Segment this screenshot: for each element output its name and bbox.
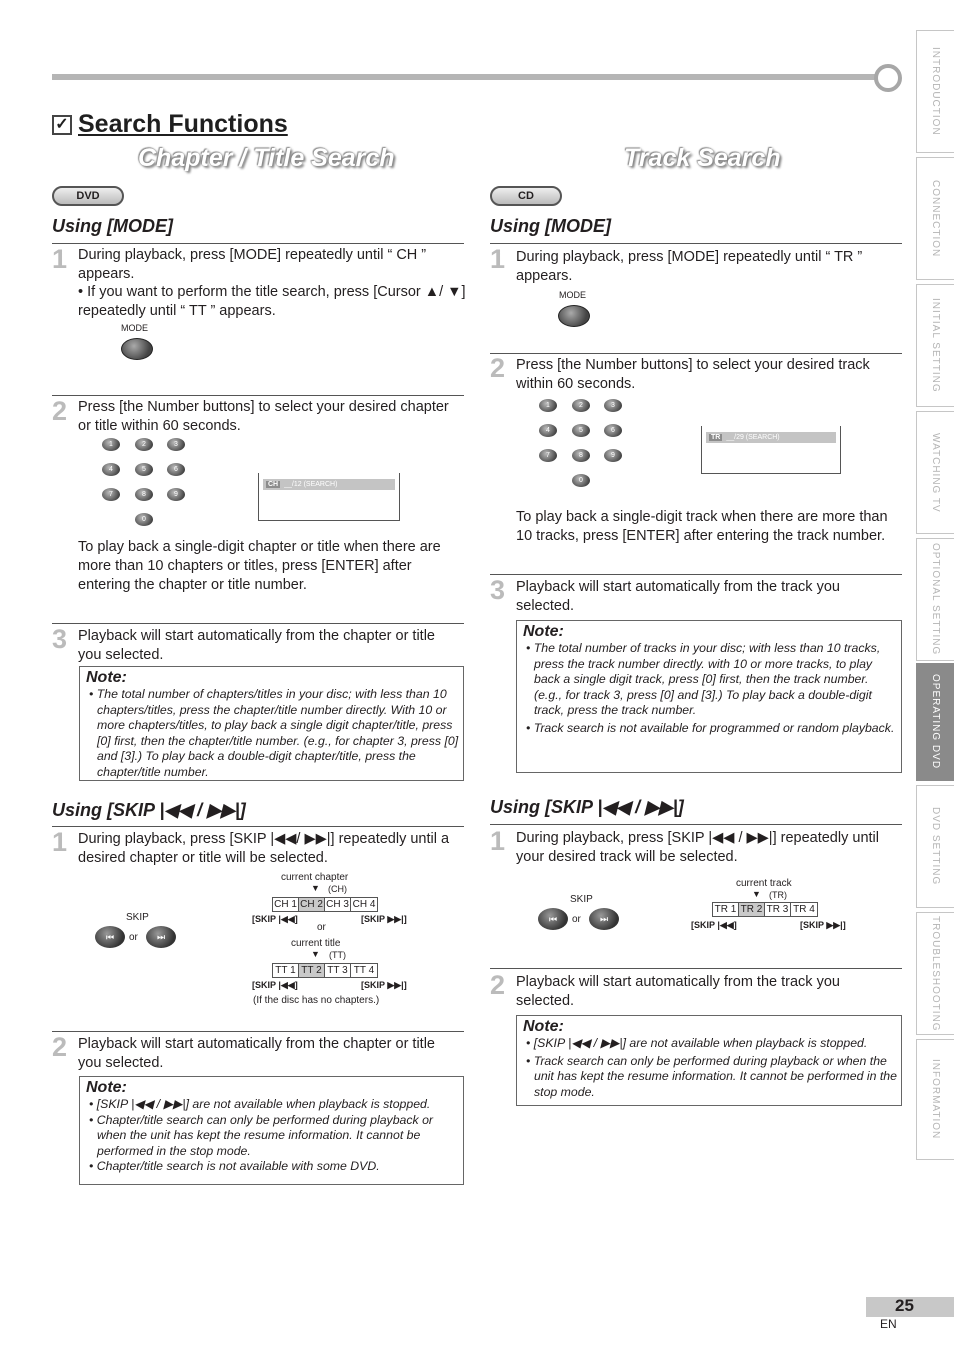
skip-back-label: [SKIP |◀◀] [252,914,298,924]
num-0-icon: 0 [572,474,590,487]
osd-screen [701,426,841,474]
ch-icon: CH [268,481,279,488]
step-number: 1 [52,827,68,857]
skip-forward-icon: ⏭ [589,908,619,930]
tab-troubleshooting[interactable] [916,912,954,1035]
step1-bullet: • If you want to perform the title search, press [Cursor ▲/ ▼] repeatedly until “ TT ” appears. [78,284,466,319]
down-arrow-icon: ▼ [752,889,761,899]
num-3-icon: 3 [167,438,185,451]
tab-label: OPERATING DVD [930,674,941,770]
step-number: 2 [52,396,68,426]
note-item: • Track search can only be performed during playback or when the unit has kept the resume information. It cannot be performed in the stop mode. [526,1053,897,1099]
title-cell-current: TT 2 [299,964,325,977]
num-5-icon: 5 [135,463,153,476]
divider [490,968,902,969]
single-digit-text: To play back a single-digit chapter or title when there are more than 10 chapters or titles, press [ENTER] after entering the chapter or title number. [78,539,441,593]
num-9-icon: 9 [167,488,185,501]
divider [52,1031,464,1032]
title-cell: TT 4 [353,965,375,976]
divider [490,243,902,244]
number-keypad [537,397,637,489]
current-chapter-label: current chapter [281,872,349,883]
step3-text: Playback will start automatically from the chapter or title you selected. [78,628,435,663]
divider [52,623,464,624]
tab-label: CONNECTION [930,179,941,258]
title-sequence [272,963,378,978]
tab-introduction[interactable] [916,30,954,153]
header-bar [52,74,882,80]
page-title-text: Search Functions [78,110,288,138]
step-number: 1 [490,244,506,274]
num-3-icon: 3 [604,399,622,412]
chapter-cell: CH 3 [325,898,351,911]
step-number: 2 [52,1032,68,1062]
step1-text: During playback, press [MODE] repeatedly until “ TR ” appears. [516,249,863,284]
current-track-label: current track [736,878,792,889]
tab-label: DVD SETTING [930,807,941,886]
page-title [52,110,288,139]
num-0-icon: 0 [135,513,153,526]
cd-badge: CD [490,186,562,206]
num-2-icon: 2 [572,399,590,412]
skip-forward-label: [SKIP ▶▶|] [800,920,846,930]
track-cell: TR 3 [765,903,791,916]
title-cell: TT 3 [325,964,351,977]
num-8-icon: 8 [135,488,153,501]
osd-text: __/12 (SEARCH) [284,481,338,488]
no-chapters-text: (If the disc has no chapters.) [253,995,380,1006]
num-4-icon: 4 [102,463,120,476]
track-cell-current: TR 2 [739,903,765,916]
skip-heading: Using [SKIP |◀◀ / ▶▶|] [490,797,684,817]
skip-label: SKIP [126,912,149,923]
checkbox-icon: ✓ [52,115,72,135]
num-7-icon: 7 [102,488,120,501]
dvd-badge: DVD [52,186,124,206]
header-circle [874,64,902,92]
note-item: • [SKIP |◀◀ / ▶▶|] are not available when playback is stopped. [526,1036,868,1050]
track-cell: TR 1 [713,903,739,916]
step-number: 2 [490,353,506,383]
note-box [79,1076,464,1185]
step-number: 3 [52,624,68,654]
num-8-icon: 8 [572,449,590,462]
current-title-label: current title [291,938,341,949]
tab-operating-dvd[interactable] [916,663,954,781]
or-text: or [129,932,138,943]
ch-abbr: (CH) [328,884,347,894]
section-title-track: Track Search [624,144,781,172]
note-item: • Chapter/title search can only be performed during playback or when the unit has kept the resume information. It cannot be performed in the stop mode. [89,1112,434,1158]
osd-search-bar [263,479,395,490]
divider [52,395,464,396]
mode-button-label: MODE [121,323,148,333]
divider [490,353,902,354]
divider [52,243,464,244]
skip-step1-text: During playback, press [SKIP |◀◀/ ▶▶|] repeatedly until a desired chapter or title will be selected. [78,831,450,866]
note-box [79,666,464,781]
skip-back-icon: ⏮ [538,908,568,930]
num-1-icon: 1 [539,399,557,412]
step-number: 1 [52,244,68,274]
skip-forward-icon: ⏭ [146,926,176,948]
chapter-cell: CH 1 [273,898,299,911]
skip-label: SKIP [570,894,593,905]
down-arrow-icon: ▼ [311,883,320,893]
mode-heading: Using [MODE] [490,216,611,236]
chapter-cell-current: CH 2 [299,898,325,911]
divider [52,826,464,827]
mode-button-icon [121,338,153,360]
tr-abbr: (TR) [769,890,787,900]
or-text: or [572,914,581,925]
chapter-cell: CH 4 [352,899,376,910]
step-number: 3 [490,575,506,605]
skip-forward-label: [SKIP ▶▶|] [361,980,407,990]
num-1-icon: 1 [102,438,120,451]
step3-text: Playback will start automatically from the track you selected. [516,579,840,614]
note-title: Note: [523,1018,564,1035]
tab-label: WATCHING TV [930,432,941,513]
tab-label: TROUBLESHOOTING [930,915,941,1032]
num-2-icon: 2 [135,438,153,451]
divider [490,824,902,825]
tab-label: INTRODUCTION [930,47,941,136]
single-digit-text: To play back a single-digit track when there are more than 10 tracks, press [ENTER] after entering the track number. [516,509,888,544]
tab-connection[interactable] [916,157,954,280]
osd-search-bar [706,432,836,443]
tt-abbr: (TT) [329,950,346,960]
chapter-sequence [272,897,378,912]
note-item: • [SKIP |◀◀ / ▶▶|] are not available when playback is stopped. [89,1097,431,1111]
step2-text: Press [the Number buttons] to select your desired track within 60 seconds. [516,357,870,392]
tab-initial-setting[interactable] [916,284,954,407]
skip-back-label: [SKIP |◀◀] [691,920,737,930]
track-sequence [712,902,818,917]
osd-screen [258,473,400,521]
tab-label: INFORMATION [930,1059,941,1140]
note-item: • The total number of chapters/titles in your disc; with less than 10 chapters/titles, press the chapter/title number directly. With 10 or more chapters/titles, to play back a single digit chapter/title, press [0] first, then the chapter/title number. (e.g., for chapter 3, press [0] and [3].) To play back a double-digit chapter/title, press the chapter/title number. [89,687,459,779]
num-4-icon: 4 [539,424,557,437]
num-6-icon: 6 [604,424,622,437]
title-cell: TT 1 [273,964,299,977]
tab-dvd-setting[interactable] [916,785,954,908]
step1-text: During playback, press [MODE] repeatedly until “ CH ” appears. [78,247,427,282]
step-number: 1 [490,826,506,856]
note-item: • The total number of tracks in your disc; with less than 10 tracks, press the track number directly. with 10 or more tracks, to play back a single digit track, press [0] first, then the track number. (e.g., for track 3, press [0] and [3].) To play back a double-digit track, press the track number. [526,641,881,718]
tab-watching-tv[interactable] [916,411,954,534]
track-cell: TR 4 [793,904,815,915]
tr-icon: TR [711,434,721,441]
step2-text: Press [the Number buttons] to select your desired chapter or title within 60 seconds. [78,399,449,434]
number-keypad [100,436,200,528]
tab-label: INITIAL SETTING [930,298,941,393]
note-title: Note: [86,1079,127,1096]
mode-button-icon [558,305,590,327]
down-arrow-icon: ▼ [311,949,320,959]
note-box [516,1015,902,1106]
osd-text: __/29 (SEARCH) [726,434,780,441]
num-9-icon: 9 [604,449,622,462]
tab-optional-setting[interactable] [916,538,954,661]
note-title: Note: [523,623,564,640]
mode-button-label: MODE [559,290,586,300]
skip-back-icon: ⏮ [95,926,125,948]
skip-step2-text: Playback will start automatically from the track you selected. [516,974,840,1009]
num-5-icon: 5 [572,424,590,437]
skip-back-label: [SKIP |◀◀] [252,980,298,990]
page-number: 25 [895,1296,914,1315]
note-box [516,620,902,773]
tab-information[interactable] [916,1039,954,1160]
section-title-chapter: Chapter / Title Search [138,144,395,172]
step-number: 2 [490,970,506,1000]
tab-label: OPTIONAL SETTING [930,543,941,656]
num-7-icon: 7 [539,449,557,462]
mode-heading: Using [MODE] [52,216,173,236]
language-label: EN [880,1317,897,1331]
chapter-tabs [916,30,954,1160]
num-6-icon: 6 [167,463,185,476]
skip-step1-text: During playback, press [SKIP |◀◀ / ▶▶|] repeatedly until your desired track will be selected. [516,830,879,865]
note-title: Note: [86,669,127,686]
note-item: • Track search is not available for programmed or random playback. [526,720,895,735]
skip-heading: Using [SKIP |◀◀ / ▶▶|] [52,800,246,820]
skip-forward-label: [SKIP ▶▶|] [361,914,407,924]
skip-step2-text: Playback will start automatically from the chapter or title you selected. [78,1036,435,1071]
or-text: or [317,922,326,933]
divider [490,574,902,575]
note-item: • Chapter/title search is not available with some DVD. [89,1159,380,1174]
